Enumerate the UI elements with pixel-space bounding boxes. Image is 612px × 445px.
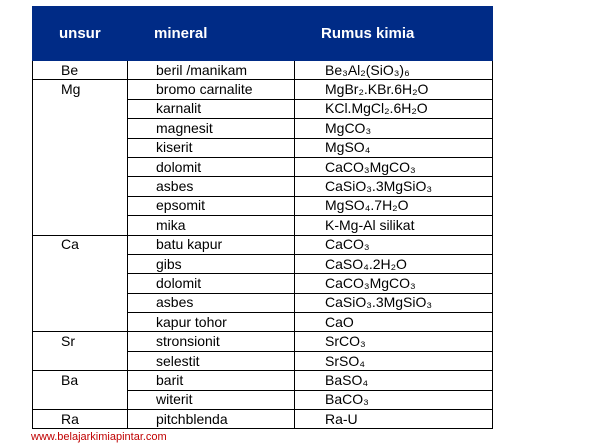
cell-mineral: kapur tohor	[128, 313, 295, 332]
table-header-row	[33, 7, 493, 61]
table-row	[33, 410, 493, 429]
cell-mineral: dolomit	[128, 157, 295, 176]
table-row	[33, 196, 493, 215]
table-row	[33, 332, 493, 351]
cell-mineral: pitchblenda	[128, 410, 295, 429]
table-row	[33, 254, 493, 273]
mineral-table	[32, 6, 493, 429]
cell-unsur: Ba	[33, 371, 128, 390]
table-row	[33, 274, 493, 293]
table-row	[33, 351, 493, 370]
cell-formula: SrSO₄	[295, 351, 493, 370]
cell-formula: BaSO₄	[295, 371, 493, 390]
cell-unsur: Ra	[33, 410, 128, 429]
table-row	[33, 313, 493, 332]
cell-mineral: beril /manikam	[128, 61, 295, 80]
table-row	[33, 80, 493, 99]
cell-formula: CaCO₃	[295, 235, 493, 254]
cell-mineral: karnalit	[128, 99, 295, 118]
cell-unsur: Be	[33, 61, 128, 80]
cell-mineral: mika	[128, 216, 295, 235]
cell-formula: BaCO₃	[295, 390, 493, 409]
table-row	[33, 157, 493, 176]
cell-formula: K-Mg-Al silikat	[295, 216, 493, 235]
cell-formula: MgSO₄.7H₂O	[295, 196, 493, 215]
cell-unsur	[33, 99, 128, 118]
cell-mineral: barit	[128, 371, 295, 390]
cell-mineral: asbes	[128, 293, 295, 312]
cell-formula: Be₃Al₂(SiO₃)₆	[295, 61, 493, 80]
table-row	[33, 293, 493, 312]
cell-unsur	[33, 216, 128, 235]
cell-formula: CaO	[295, 313, 493, 332]
cell-mineral: asbes	[128, 177, 295, 196]
cell-unsur	[33, 138, 128, 157]
footer-url: www.belajarkimiapintar.com	[31, 431, 167, 443]
cell-mineral: magnesit	[128, 119, 295, 138]
cell-unsur: Ca	[33, 235, 128, 254]
cell-formula: CaSiO₃.3MgSiO₃	[295, 293, 493, 312]
header-unsur: unsur	[33, 7, 128, 61]
cell-formula: CaSiO₃.3MgSiO₃	[295, 177, 493, 196]
table-row	[33, 99, 493, 118]
cell-mineral: dolomit	[128, 274, 295, 293]
cell-unsur	[33, 274, 128, 293]
cell-formula: CaSO₄.2H₂O	[295, 254, 493, 273]
cell-formula: CaCO₃MgCO₃	[295, 274, 493, 293]
cell-mineral: selestit	[128, 351, 295, 370]
table-row	[33, 235, 493, 254]
cell-formula: KCl.MgCl₂.6H₂O	[295, 99, 493, 118]
cell-mineral: stronsionit	[128, 332, 295, 351]
table-row	[33, 177, 493, 196]
cell-unsur	[33, 390, 128, 409]
cell-mineral: bromo carnalite	[128, 80, 295, 99]
cell-formula: Ra-U	[295, 410, 493, 429]
cell-unsur	[33, 313, 128, 332]
cell-unsur	[33, 196, 128, 215]
cell-mineral: batu kapur	[128, 235, 295, 254]
cell-mineral: kiserit	[128, 138, 295, 157]
cell-unsur	[33, 254, 128, 273]
table-row	[33, 390, 493, 409]
table-row	[33, 119, 493, 138]
table-row	[33, 138, 493, 157]
cell-unsur	[33, 351, 128, 370]
cell-mineral: witerit	[128, 390, 295, 409]
cell-unsur	[33, 119, 128, 138]
cell-formula: MgBr₂.KBr.6H₂O	[295, 80, 493, 99]
cell-mineral: epsomit	[128, 196, 295, 215]
cell-formula: MgSO₄	[295, 138, 493, 157]
cell-mineral: gibs	[128, 254, 295, 273]
table-row	[33, 61, 493, 80]
cell-unsur	[33, 177, 128, 196]
cell-unsur	[33, 157, 128, 176]
cell-formula: MgCO₃	[295, 119, 493, 138]
header-mineral: mineral	[128, 7, 295, 61]
table-body	[33, 61, 493, 429]
table-row	[33, 216, 493, 235]
cell-unsur: Sr	[33, 332, 128, 351]
cell-formula: SrCO₃	[295, 332, 493, 351]
cell-unsur	[33, 293, 128, 312]
cell-unsur: Mg	[33, 80, 128, 99]
cell-formula: CaCO₃MgCO₃	[295, 157, 493, 176]
header-rumus-kimia: Rumus kimia	[295, 7, 493, 61]
table-row	[33, 371, 493, 390]
